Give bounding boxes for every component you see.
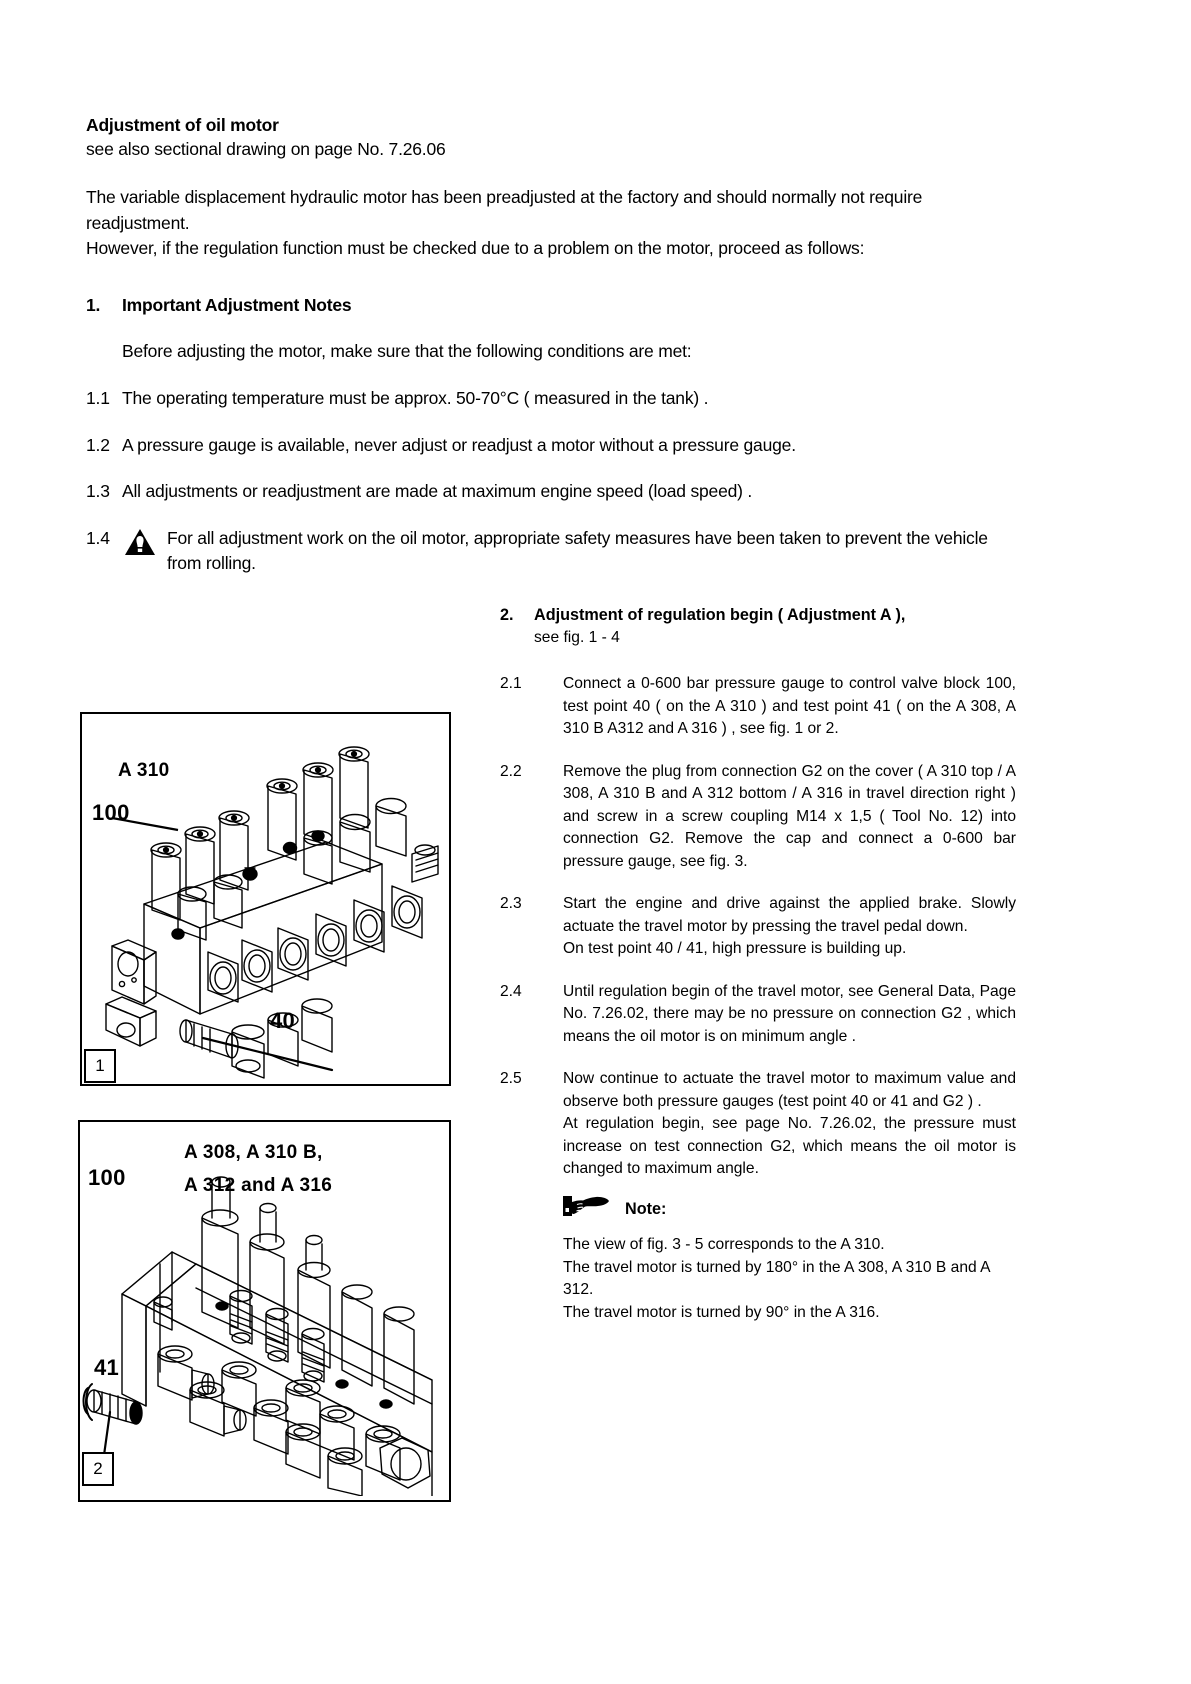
section-2-heading: Adjustment of regulation begin ( Adjustment A ),: [534, 606, 906, 624]
item-number-1-1: 1.1: [86, 388, 110, 408]
figure-1-model-label: A 310: [118, 760, 170, 781]
note-line-2: The travel motor is turned by 180° in the A 308, A 310 B and A 312.: [563, 1258, 990, 1298]
note-label: Note:: [625, 1200, 667, 1218]
item-number-2-2: 2.2: [500, 762, 522, 780]
document-header-block: [86, 113, 1016, 577]
section-1-lead-row: [86, 339, 1016, 365]
section-1-heading-row: [86, 293, 1016, 317]
figure-2-block-label: 100: [88, 1165, 126, 1190]
item-number-1-2: 1.2: [86, 434, 110, 455]
item-text-1-1: The operating temperature must be approx. 50-70°C ( measured in the tank) .: [122, 388, 709, 408]
item-text-2-3-line-2: On test point 40 / 41, high pressure is building up.: [563, 940, 907, 957]
section-1-lead: Before adjusting the motor, make sure that the following conditions are met:: [122, 340, 692, 361]
item-number-1-4: 1.4: [86, 527, 110, 548]
note-heading-row: [563, 1193, 1016, 1227]
item-number-2-4: 2.4: [500, 982, 522, 1000]
item-text-2-1-body: [563, 673, 1016, 741]
item-text-2-3-line-1: Start the engine and drive against the applied brake. Slowly actuate the travel motor by pressing the travel pedal down.: [563, 895, 1016, 935]
section-2-column: [500, 604, 1016, 1324]
list-item-1-3: [86, 479, 1016, 505]
list-item-2-3: [500, 893, 1016, 961]
section-1-heading: Important Adjustment Notes: [122, 294, 352, 315]
item-number-2-5: 2.5: [500, 1070, 522, 1087]
section-1-number: 1.: [86, 294, 101, 315]
list-item-2-4: [500, 981, 1016, 1049]
item-text-2-4-line-1: Until regulation begin of the travel motor, see General Data, Page No. 7.26.02, there may be no pressure on connection G2 , which means the oil motor is on minimum angle .: [563, 982, 1016, 1045]
intro-paragraph-1: The variable displacement hydraulic motor has been preadjusted at the factory and should normally not require readjustment.: [86, 187, 923, 233]
list-item-1-1: [86, 386, 1016, 412]
item-text-2-2-line-1: Remove the plug from connection G2 on the cover ( A 310 top / A 308, A 310 B and A 312 bottom / A 316 in travel direction right ) and screw in a screw coupling M14 x 1,5 ( Tool No. 12) into connection G2. Remove the cap and connect a 0-600 bar pressure gauge, see fig. 3.: [563, 762, 1016, 870]
figure-1-number: 1: [84, 1049, 116, 1083]
figure-2-testpoint-label: 41: [94, 1355, 120, 1380]
pointing-hand-icon: [563, 1193, 611, 1227]
item-text-1-2: A pressure gauge is available, never adjust or readjust a motor without a pressure gauge.: [122, 434, 796, 455]
list-item-2-1: [500, 673, 1016, 741]
figure-1-block-label: 100: [92, 800, 130, 825]
note-line-1: The view of fig. 3 - 5 corresponds to the A 310.: [563, 1236, 885, 1253]
figure-2-models-line-2: A 312 and A 316: [184, 1175, 333, 1196]
item-text-2-5-line-1: Now continue to actuate the travel motor to maximum value and observe both pressure gauges (test point 40 or 41 and G2 ) .: [563, 1070, 1016, 1110]
intro-paragraph-2: However, if the regulation function must be checked due to a problem on the motor, proceed as follows:: [86, 238, 865, 258]
section-2-heading-row: [500, 604, 1016, 627]
item-text-1-3: All adjustments or readjustment are made at maximum engine speed (load speed) .: [122, 481, 753, 501]
item-text-2-4-body: [563, 981, 1016, 1049]
item-number-2-1: 2.1: [500, 675, 522, 692]
section-2-number: 2.: [500, 606, 514, 624]
figure-2-number: 2: [82, 1452, 114, 1486]
list-item-2-5: [500, 1068, 1016, 1324]
item-text-1-4: For all adjustment work on the oil motor, appropriate safety measures have been taken to prevent the vehicle from rolling.: [167, 527, 988, 573]
page-title: Adjustment of oil motor: [86, 115, 279, 135]
warning-triangle-icon: [122, 527, 158, 557]
note-body: [563, 1234, 1016, 1324]
item-number-1-3: 1.3: [86, 481, 110, 501]
list-item-1-2: [86, 433, 1016, 459]
item-text-2-1-line-1: Connect a 0-600 bar pressure gauge to control valve block 100, test point 40 ( on the A 310 ) and test point 41 ( on the A 308, A 310 B A312 and A 316 ) , see fig. 1 or 2.: [563, 675, 1016, 737]
item-text-2-5-line-2: At regulation begin, see page No. 7.26.02, the pressure must increase on test connection G2, which means the oil motor is changed to maximum angle.: [563, 1115, 1016, 1177]
figure-1-testpoint-label: 40: [270, 1008, 296, 1033]
note-line-3: The travel motor is turned by 90° in the A 316.: [563, 1303, 880, 1321]
item-text-2-5-body: [563, 1068, 1016, 1324]
spacer-cell: [86, 339, 122, 365]
list-item-2-2: [500, 761, 1016, 874]
item-number-2-3: 2.3: [500, 895, 522, 912]
figure-2-models-line-1: A 308, A 310 B,: [184, 1142, 323, 1163]
item-text-2-3-body: [563, 893, 1016, 961]
page-subtitle: see also sectional drawing on page No. 7.26.06: [86, 139, 446, 159]
section-2-subheading: see fig. 1 - 4: [534, 628, 620, 646]
list-item-1-4: [86, 526, 1016, 577]
item-text-2-2-body: [563, 761, 1016, 874]
